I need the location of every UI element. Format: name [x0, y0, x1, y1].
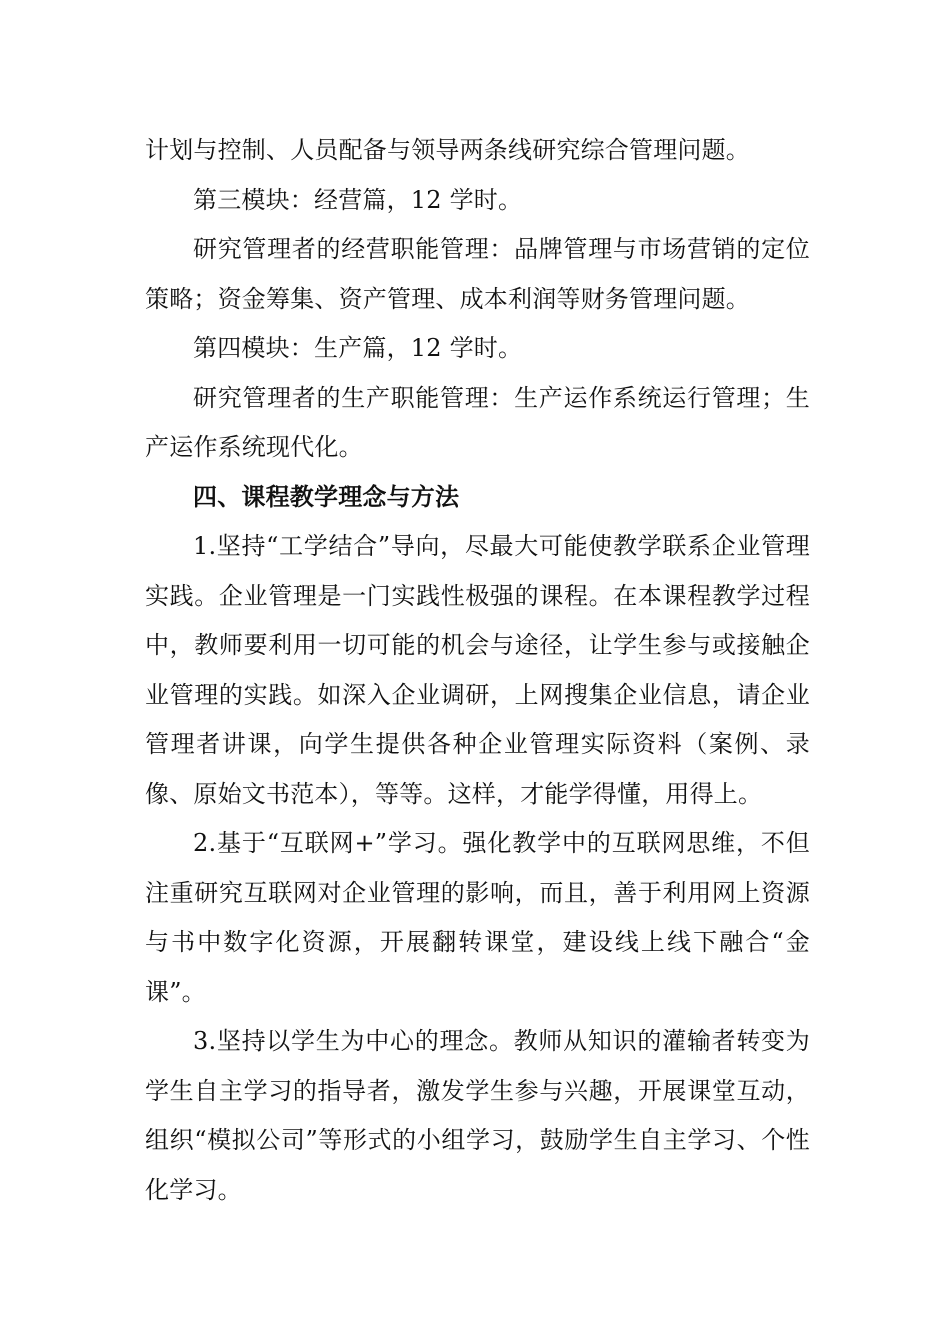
module-three-title: 第三模块：经营篇，12 学时。: [193, 185, 523, 214]
module-four-description: 研究管理者的生产职能管理：生产运作系统运行管理；生产运作系统现代化。: [145, 383, 810, 461]
document-page: [145, 126, 810, 1215]
method-item-1: 1.坚持“工学结合”导向，尽最大可能使教学联系企业管理实践。企业管理是一门实践性极强的课程。在本课程教学过程中，教师要利用一切可能的机会与途径，让学生参与或接触企业管理的实践。如深入企业调研，上网搜集企业信息，请企业管理者讲课，向学生提供各种企业管理实际资料（案例、录像、原始文书范本），等等。这样，才能学得懂，用得上。: [145, 532, 810, 808]
module-four-title: 第四模块：生产篇，12 学时。: [193, 334, 523, 362]
method-item-2: 2.基于“互联网+”学习。强化教学中的互联网思维，不但注重研究互联网对企业管理的影响，而且，善于利用网上资源与书中数字化资源，开展翻转课堂，建设线上线下融合“金课”。: [145, 829, 810, 1006]
section-heading: 四、课程教学理念与方法: [193, 482, 460, 511]
module-three-description: 研究管理者的经营职能管理：品牌管理与市场营销的定位策略；资金筹集、资产管理、成本利润等财务管理问题。: [145, 235, 810, 313]
paragraph-continuation: 计划与控制、人员配备与领导两条线研究综合管理问题。: [145, 136, 750, 164]
method-item-3: 3.坚持以学生为中心的理念。教师从知识的灌输者转变为学生自主学习的指导者，激发学生参与兴趣，开展课堂互动，组织“模拟公司”等形式的小组学习，鼓励学生自主学习、个性化学习。: [145, 1027, 810, 1204]
